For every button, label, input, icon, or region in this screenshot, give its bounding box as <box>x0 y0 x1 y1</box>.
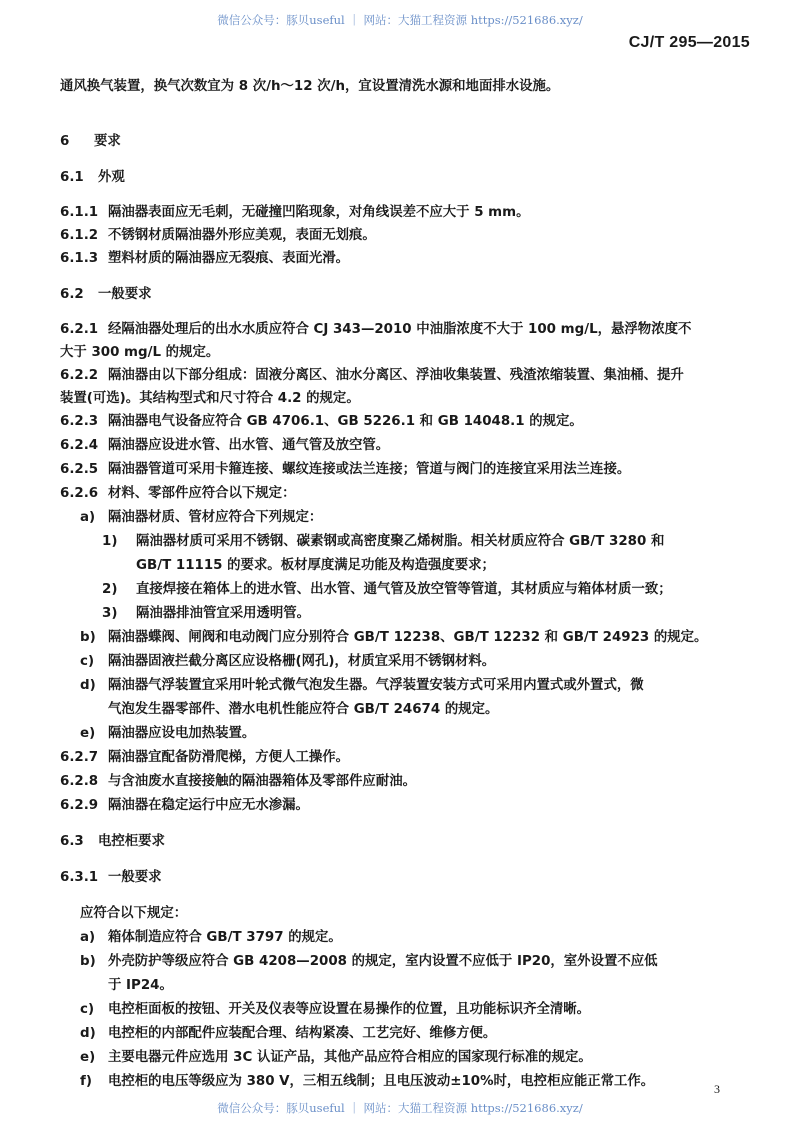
clause-number: 6.1.2 <box>60 228 99 243</box>
item-6-3-1-a <box>80 926 342 945</box>
line-text: 材料、零部件应符合以下规定： <box>108 486 296 501</box>
heading-text: 外观 <box>98 170 125 185</box>
item-6-3-1-b-cont <box>108 974 173 993</box>
clause-number: 6.2.8 <box>60 774 99 789</box>
clause-number: 6.1.1 <box>60 205 99 220</box>
clause-number: 6.2.9 <box>60 798 99 813</box>
item-6-3-1-c <box>80 998 590 1017</box>
intro-line <box>80 902 187 921</box>
item-label: f) <box>80 1074 92 1089</box>
clause-6-2-9 <box>60 794 309 813</box>
line-text: 主要电器元件应选用 3C 认证产品，其他产品应符合相应的国家现行标准的规定。 <box>108 1050 592 1065</box>
section-heading-6-3 <box>60 830 165 849</box>
clause-number: 6.1.3 <box>60 251 99 266</box>
item-label: 1) <box>102 534 118 549</box>
clause-number: 6.2.2 <box>60 368 99 383</box>
heading-text: 一般要求 <box>98 287 152 302</box>
item-label: 2) <box>102 582 118 597</box>
clause-6-2-7 <box>60 746 349 765</box>
item-label: a) <box>80 510 96 525</box>
line-text: 通风换气装置，换气次数宜为 8 次/h～12 次/h，宜设置清洗水源和地面排水设施。 <box>60 79 560 94</box>
clause-6-2-6 <box>60 482 295 501</box>
line-text: 电控柜的电压等级应为 380 V，三相五线制；且电压波动±10%时，电控柜应能正常工作。 <box>108 1074 655 1089</box>
line-text: 大于 300 mg/L 的规定。 <box>60 345 220 360</box>
section-heading-6-3-1 <box>60 866 162 885</box>
item-label: b) <box>80 630 96 645</box>
line-text: 隔油器材质、管材应符合下列规定： <box>108 510 323 525</box>
item-d <box>80 674 644 693</box>
clause-6-2-1-cont <box>60 341 219 360</box>
line-text: 隔油器气浮装置宜采用叶轮式微气泡发生器。气浮装置安装方式可采用内置式或外置式，微 <box>108 678 644 693</box>
clause-number: 6.2.1 <box>60 322 99 337</box>
clause-number: 6.2 <box>60 287 84 302</box>
line-text: 与含油废水直接接触的隔油器箱体及零部件应耐油。 <box>108 774 416 789</box>
clause-6-1-2 <box>60 224 376 243</box>
line-text: 气泡发生器零部件、潜水电机性能应符合 GB/T 24674 的规定。 <box>108 702 499 717</box>
item-6-3-1-e <box>80 1046 592 1065</box>
line-text: 隔油器由以下部分组成：固液分离区、油水分离区、浮油收集装置、残渣浓缩装置、集油桶、提升 <box>108 368 684 383</box>
line-text: 电控柜面板的按钮、开关及仪表等应设置在易操作的位置，且功能标识齐全清晰。 <box>108 1002 591 1017</box>
clause-6-1-3 <box>60 247 349 266</box>
clause-number: 6 <box>60 134 70 149</box>
heading-text: 要求 <box>94 134 121 149</box>
item-label: d) <box>80 1026 96 1041</box>
line-text: 隔油器电气设备应符合 GB 4706.1、GB 5226.1 和 GB 14048.1 的规定。 <box>108 414 583 429</box>
line-text: 外壳防护等级应符合 GB 4208—2008 的规定，室内设置不应低于 IP20，室外设置不应低 <box>108 954 658 969</box>
heading-text: 电控柜要求 <box>98 834 165 849</box>
clause-6-2-2 <box>60 364 684 383</box>
item-label: 3) <box>102 606 118 621</box>
clause-6-2-5 <box>60 458 630 477</box>
item-label: c) <box>80 654 95 669</box>
clause-number: 6.2.5 <box>60 462 99 477</box>
item-a-2 <box>102 578 672 597</box>
line-text: 隔油器应设电加热装置。 <box>108 726 256 741</box>
section-heading-6-2 <box>60 283 152 302</box>
item-a-1-cont <box>136 554 495 573</box>
line-text: 于 IP24。 <box>108 978 173 993</box>
line-text: 隔油器排油管宜采用透明管。 <box>136 606 311 621</box>
line-text: 隔油器应设进水管、出水管、通气管及放空管。 <box>108 438 390 453</box>
clause-number: 6.3 <box>60 834 84 849</box>
line-text: 应符合以下规定： <box>80 906 188 921</box>
line-text: 隔油器材质可采用不锈钢、碳素钢或高密度聚乙烯树脂。相关材质应符合 GB/T 3280 和 <box>136 534 665 549</box>
paragraph-continuation <box>60 75 559 94</box>
line-text: 隔油器固液拦截分离区应设格栅(网孔)，材质宜采用不锈钢材料。 <box>108 654 496 669</box>
clause-6-2-1 <box>60 318 691 337</box>
line-text: 箱体制造应符合 GB/T 3797 的规定。 <box>108 930 342 945</box>
clause-number: 6.2.3 <box>60 414 99 429</box>
clause-6-2-2-cont <box>60 387 360 406</box>
clause-6-2-8 <box>60 770 416 789</box>
clause-number: 6.3.1 <box>60 870 99 885</box>
section-heading-6-1 <box>60 166 125 185</box>
clause-6-1-1 <box>60 201 529 220</box>
heading-text: 一般要求 <box>108 870 162 885</box>
line-text: 塑料材质的隔油器应无裂痕、表面光滑。 <box>108 251 350 266</box>
watermark-bottom: 微信公众号：豚贝useful ｜ 网站：大猫工程资源 https://521686.xyz/ <box>217 1101 583 1115</box>
line-text: 隔油器蝶阀、闸阀和电动阀门应分别符合 GB/T 12238、GB/T 12232 和 GB/T 24923 的规定。 <box>108 630 708 645</box>
clause-6-2-3 <box>60 410 583 429</box>
line-text: 电控柜的内部配件应装配合理、结构紧凑、工艺完好、维修方便。 <box>108 1026 497 1041</box>
clause-number: 6.1 <box>60 170 84 185</box>
item-6-3-1-b <box>80 950 658 969</box>
page-number: 3 <box>714 1082 720 1096</box>
line-text: 隔油器宜配备防滑爬梯，方便人工操作。 <box>108 750 350 765</box>
item-6-3-1-f <box>80 1070 654 1089</box>
clause-number: 6.2.4 <box>60 438 99 453</box>
item-a-3 <box>102 602 310 621</box>
line-text: GB/T 11115 的要求。板材厚度满足功能及构造强度要求； <box>136 558 495 573</box>
item-b <box>80 626 707 645</box>
line-text: 不锈钢材质隔油器外形应美观，表面无划痕。 <box>108 228 376 243</box>
clause-number: 6.2.6 <box>60 486 99 501</box>
item-6-3-1-d <box>80 1022 496 1041</box>
item-a <box>80 506 322 525</box>
watermark-top: 微信公众号：豚贝useful ｜ 网站：大猫工程资源 https://521686.xyz/ <box>217 13 583 27</box>
item-label: c) <box>80 1002 95 1017</box>
item-label: b) <box>80 954 96 969</box>
clause-number: 6.2.7 <box>60 750 99 765</box>
item-label: a) <box>80 930 96 945</box>
line-text: 隔油器表面应无毛刺，无碰撞凹陷现象，对角线误差不应大于 5 mm。 <box>108 205 530 220</box>
line-text: 隔油器在稳定运行中应无水渗漏。 <box>108 798 309 813</box>
line-text: 直接焊接在箱体上的进水管、出水管、通气管及放空管等管道，其材质应与箱体材质一致； <box>136 582 672 597</box>
item-c <box>80 650 495 669</box>
item-e <box>80 722 255 741</box>
item-a-1 <box>102 530 664 549</box>
line-text: 装置(可选)。其结构型式和尺寸符合 4.2 的规定。 <box>60 391 360 406</box>
item-d-cont <box>108 698 498 717</box>
item-label: e) <box>80 726 96 741</box>
section-heading-6 <box>60 130 121 149</box>
standard-code: CJ/T 295—2015 <box>628 34 750 51</box>
line-text: 隔油器管道可采用卡箍连接、螺纹连接或法兰连接；管道与阀门的连接宜采用法兰连接。 <box>108 462 631 477</box>
line-text: 经隔油器处理后的出水水质应符合 CJ 343—2010 中油脂浓度不大于 100 mg/L，悬浮物浓度不 <box>108 322 692 337</box>
item-label: d) <box>80 678 96 693</box>
clause-6-2-4 <box>60 434 389 453</box>
item-label: e) <box>80 1050 96 1065</box>
